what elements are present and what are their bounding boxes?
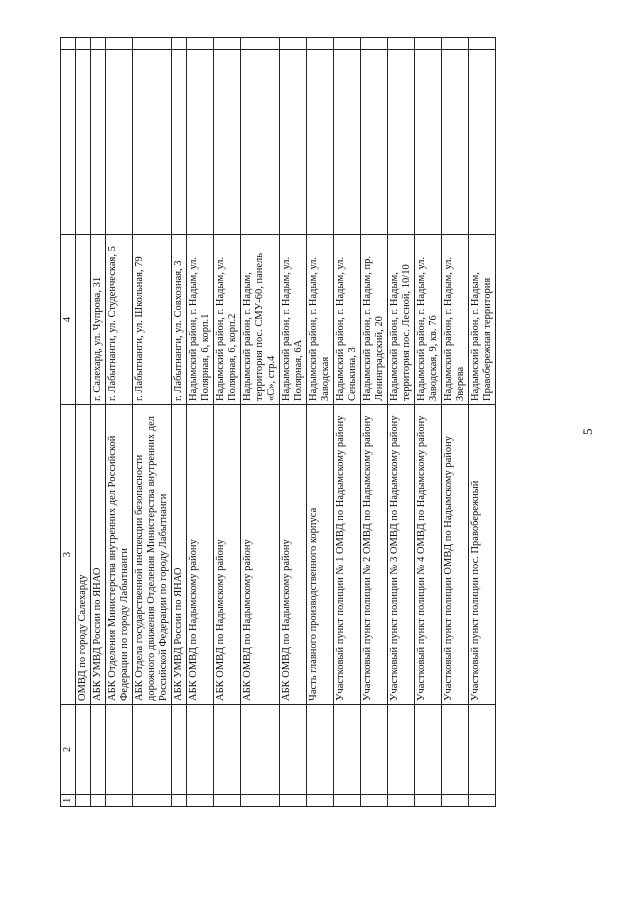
row-col2-cell: [133, 705, 172, 795]
object-address-cell: Надымский район, г. Надым, ул. Полярная, 6А: [280, 235, 307, 405]
row-col5-cell: [415, 50, 442, 235]
header-col-2: 2: [61, 705, 76, 795]
table-row: [388, 38, 415, 807]
object-name-cell: Участковый пункт полиции № 3 ОМВД по Надымскому району: [388, 405, 415, 705]
row-col5-cell: [241, 50, 280, 235]
object-name-cell: ОМВД по городу Салехарду: [76, 405, 91, 705]
object-name-cell: Участковый пункт полиции ОМВД по Надымскому району: [442, 405, 469, 705]
header-col-4: 4: [61, 235, 76, 405]
row-num-cell: [280, 795, 307, 807]
row-col2-cell: [469, 705, 496, 795]
object-address-cell: Надымский район, г. Надым, Правобережная территория: [469, 235, 496, 405]
object-address-cell: г. Лабытнанги, ул. Школьная, 79: [133, 235, 172, 405]
row-col5-cell: [334, 50, 361, 235]
header-row: [61, 38, 76, 807]
row-col2-cell: [361, 705, 388, 795]
table-row: [91, 38, 106, 807]
row-col6-cell: [241, 38, 280, 50]
row-col6-cell: [187, 38, 214, 50]
row-col5-cell: [307, 50, 334, 235]
row-col6-cell: [361, 38, 388, 50]
row-col5-cell: [187, 50, 214, 235]
row-num-cell: [187, 795, 214, 807]
table-row: [76, 38, 91, 807]
object-name-cell: АБК ОМВД по Надымскому району: [280, 405, 307, 705]
row-num-cell: [241, 795, 280, 807]
object-name-cell: АБК УМВД России по ЯНАО: [172, 405, 187, 705]
row-col2-cell: [280, 705, 307, 795]
row-num-cell: [76, 795, 91, 807]
row-num-cell: [415, 795, 442, 807]
object-name-cell: АБК Отдела государственной инспекции безопасности дорожного движения Отделения Министерства внутренних дел Российской Федерации по городу Лабытнанги: [133, 405, 172, 705]
row-col6-cell: [91, 38, 106, 50]
row-col2-cell: [307, 705, 334, 795]
row-col2-cell: [334, 705, 361, 795]
header-col-5: [61, 50, 76, 235]
table-row: [187, 38, 214, 807]
row-col5-cell: [469, 50, 496, 235]
table-row: [415, 38, 442, 807]
row-num-cell: [307, 795, 334, 807]
row-num-cell: [442, 795, 469, 807]
object-address-cell: Надымский район, г. Надым, территория пос. Лесной, 10/10: [388, 235, 415, 405]
row-col5-cell: [172, 50, 187, 235]
row-num-cell: [133, 795, 172, 807]
row-col6-cell: [133, 38, 172, 50]
object-address-cell: г. Лабытнанги, ул. Студенческая, 5: [106, 235, 133, 405]
object-address-cell: Надымский район, г. Надым, ул. Зверева: [442, 235, 469, 405]
table-row: [469, 38, 496, 807]
row-col2-cell: [76, 705, 91, 795]
row-col5-cell: [133, 50, 172, 235]
header-col-3: 3: [61, 405, 76, 705]
row-col6-cell: [334, 38, 361, 50]
row-col6-cell: [214, 38, 241, 50]
object-address-cell: Надымский район, г. Надым, территория пос. СМУ-60, панель «С», стр.4: [241, 235, 280, 405]
object-address-cell: Надымский район, г. Надым, ул. Полярная, 6, корп.1: [187, 235, 214, 405]
row-col2-cell: [214, 705, 241, 795]
object-name-cell: АБК ОМВД по Надымскому району: [241, 405, 280, 705]
row-num-cell: [334, 795, 361, 807]
row-col5-cell: [106, 50, 133, 235]
object-address-cell: [76, 235, 91, 405]
row-num-cell: [361, 795, 388, 807]
table-row: [280, 38, 307, 807]
row-num-cell: [91, 795, 106, 807]
row-col6-cell: [388, 38, 415, 50]
row-num-cell: [388, 795, 415, 807]
row-col5-cell: [388, 50, 415, 235]
row-col5-cell: [76, 50, 91, 235]
row-col2-cell: [241, 705, 280, 795]
object-address-cell: Надымский район, г. Надым, ул. Заводская: [307, 235, 334, 405]
object-address-cell: Надымский район, г. Надым, ул. Сенькина, 3: [334, 235, 361, 405]
row-col6-cell: [442, 38, 469, 50]
object-address-cell: г. Салехард, ул. Чупрова, 31: [91, 235, 106, 405]
row-col2-cell: [91, 705, 106, 795]
table-row: [133, 38, 172, 807]
object-name-cell: Часть главного производственного корпуса: [307, 405, 334, 705]
row-col2-cell: [388, 705, 415, 795]
row-col6-cell: [469, 38, 496, 50]
header-col-6: [61, 38, 76, 50]
row-col6-cell: [307, 38, 334, 50]
object-address-cell: Надымский район, г. Надым, ул. Полярная, 6, корп.2: [214, 235, 241, 405]
page-number: 5: [580, 428, 595, 435]
table-row: [442, 38, 469, 807]
table-row: [172, 38, 187, 807]
row-col5-cell: [280, 50, 307, 235]
row-col5-cell: [91, 50, 106, 235]
objects-table: [60, 37, 496, 807]
row-col5-cell: [361, 50, 388, 235]
object-address-cell: г. Лабытнанги, ул. Совхозная, 3: [172, 235, 187, 405]
row-col6-cell: [280, 38, 307, 50]
row-col6-cell: [415, 38, 442, 50]
table-row: [214, 38, 241, 807]
object-name-cell: АБК УМВД России по ЯНАО: [91, 405, 106, 705]
table-row: [307, 38, 334, 807]
object-name-cell: Участковый пункт полиции № 1 ОМВД по Надымскому району: [334, 405, 361, 705]
row-col2-cell: [415, 705, 442, 795]
row-num-cell: [106, 795, 133, 807]
row-num-cell: [469, 795, 496, 807]
object-name-cell: АБК ОМВД по Надымскому району: [214, 405, 241, 705]
table-row: [241, 38, 280, 807]
header-col-1: 1: [61, 795, 76, 807]
row-col6-cell: [172, 38, 187, 50]
object-name-cell: АБК Отделения Министерства внутренних дел Российской Федерации по городу Лабытнанги: [106, 405, 133, 705]
row-col6-cell: [106, 38, 133, 50]
object-address-cell: Надымский район, г. Надым, ул. Заводская, 9, кв. 76: [415, 235, 442, 405]
table-row: [106, 38, 133, 807]
row-num-cell: [172, 795, 187, 807]
row-col5-cell: [214, 50, 241, 235]
object-name-cell: Участковый пункт полиции № 2 ОМВД по Надымскому району: [361, 405, 388, 705]
object-name-cell: Участковый пункт полиции пос. Правобережный: [469, 405, 496, 705]
row-col2-cell: [442, 705, 469, 795]
row-col6-cell: [76, 38, 91, 50]
row-col2-cell: [187, 705, 214, 795]
row-col5-cell: [442, 50, 469, 235]
object-address-cell: Надымский район, г. Надым, пр. Ленинградский, 20: [361, 235, 388, 405]
row-num-cell: [214, 795, 241, 807]
table-row: [361, 38, 388, 807]
row-col2-cell: [106, 705, 133, 795]
row-col2-cell: [172, 705, 187, 795]
object-name-cell: АБК ОМВД по Надымскому району: [187, 405, 214, 705]
object-name-cell: Участковый пункт полиции № 4 ОМВД по Надымскому району: [415, 405, 442, 705]
table-row: [334, 38, 361, 807]
